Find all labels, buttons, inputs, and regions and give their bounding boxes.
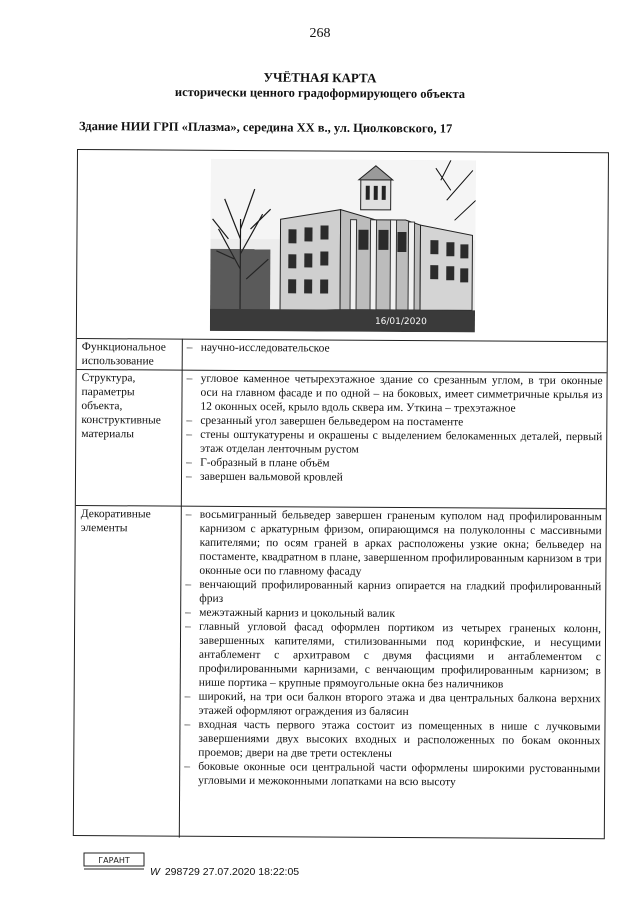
building-photo — [210, 159, 476, 333]
list-item: – срезанный угол завершен бельведером на постаменте — [184, 414, 602, 431]
list-item: – главный угловой фасад оформлен портиком из четырех граненых колонн, завершенных капителями, стилизованными под коринфские, и несущими антаблемент с архитравом с двумя фасциями и антаблементом с профилированными карнизами, с венчающим профилированным карнизом; в нише портика – крупные прямоугольные окна без наличников — [183, 620, 601, 693]
list-item: – завершен вальмовой кровлей — [184, 470, 602, 487]
garant-logo — [83, 850, 145, 872]
list-item: – научно-исследовательское — [185, 341, 603, 358]
list-item: – входная часть первого этажа состоит из помещенных в нише с лучковыми завершениями двух высоких входных и расположенных по бокам оконных проемов; двери на две трети остеклены — [182, 718, 600, 763]
row-content — [184, 372, 603, 487]
row-content — [182, 508, 602, 791]
page-number: 268 — [309, 26, 331, 41]
document-title: УЧЁТНАЯ КАРТА — [263, 69, 377, 86]
photo-date-stamp: 16/01/2020 — [374, 316, 427, 328]
row-label: Структура, параметры объекта, конструктивные материалы — [81, 372, 161, 441]
list-item: – межэтажный карниз и цокольный валик — [183, 606, 601, 623]
photo-area — [77, 150, 608, 341]
row-label: Функциональное использование — [81, 341, 166, 368]
list-item: – широкий, на три оси балкон второго этажа и два центральных балкона верхних этажей оформляют ограждения из балясин — [183, 690, 601, 721]
row-content — [185, 341, 603, 358]
stamp-text: 298729 27.07.2020 18:22:05 — [164, 866, 300, 878]
object-heading: Здание НИИ ГРП «Плазма», середина XX в., ул. Циолковского, 17 — [78, 119, 453, 136]
row-label: Декоративные элементы — [80, 508, 151, 535]
document-subtitle: исторически ценного градоформирующего объекта — [174, 84, 466, 102]
list-item: – угловое каменное четырехэтажное здание со срезанным углом, в три оконные оси на главном фасаде и по одной – на боковых, имеет симметричные крылья из 12 оконных осей, крыло вдоль сквера им. Уткина – трехэтажное — [184, 372, 602, 417]
list-item: – Г-образный в плане объём — [184, 456, 602, 473]
stamp-mark: W — [150, 866, 160, 878]
logo-text: ГАРАНТ — [98, 856, 130, 865]
list-item: – боковые оконные оси центральной части оформлены широкими рустованными угловыми и межоконными лопатками на всю высоту — [182, 760, 600, 791]
list-item: – венчающий профилированный карниз опирается на гладкий профилированный фриз — [183, 578, 601, 609]
list-item: – стены оштукатурены и окрашены с выделением белокаменных деталей, первый этаж отделан ленточным рустом — [184, 428, 602, 459]
list-item: – восьмигранный бельведер завершен граненым куполом над профилированным карнизом с аркатурным фризом, опирающимся на полуколонны с массивными капителями; по осям граней в арках расположены узкие окна; бельведер на постаменте, квадратном в плане, завершенном профилированным карнизом в три оконные оси по главному фасаду — [183, 508, 601, 581]
record-card — [73, 149, 609, 839]
print-stamp — [150, 866, 299, 878]
